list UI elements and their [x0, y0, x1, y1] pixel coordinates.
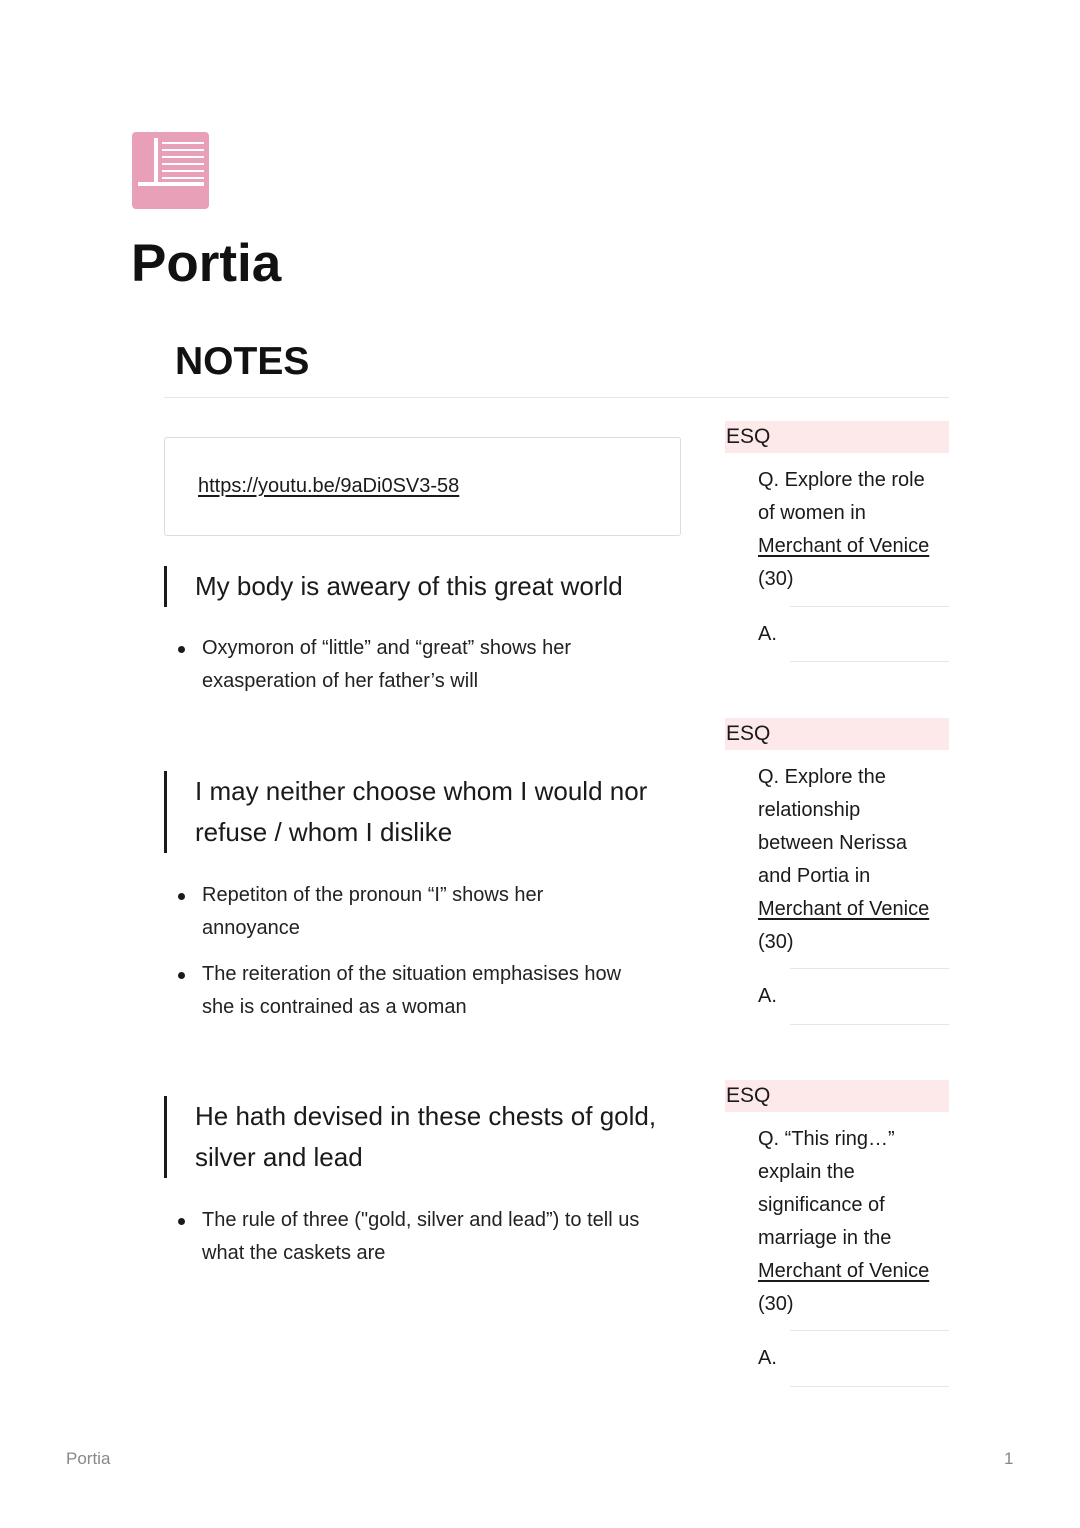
bullet-line: Oxymoron of “little” and “great” shows her — [202, 637, 572, 659]
question-line: Q. Explore the role — [758, 469, 925, 491]
esq-header: ESQ — [725, 421, 949, 453]
divider — [790, 968, 949, 969]
video-link[interactable]: https://youtu.be/9aDi0SV3-58 — [198, 475, 460, 497]
answer-field[interactable] — [790, 661, 949, 662]
bullet-line: The reiteration of the situation emphasises how — [202, 963, 622, 985]
quote-block — [164, 1096, 656, 1178]
divider — [790, 606, 949, 607]
text-title-link[interactable]: Merchant of Venice — [758, 898, 930, 920]
page-title: Portia — [131, 234, 282, 293]
marks-label: (30) — [758, 568, 794, 590]
bullet-list — [202, 632, 571, 711]
answer-label: A. — [758, 1347, 777, 1369]
bullet-item — [202, 1204, 639, 1270]
bullet-list — [202, 1204, 639, 1283]
question-line: Q. Explore the — [758, 766, 886, 788]
question-line: explain the — [758, 1161, 855, 1183]
divider — [790, 1330, 949, 1331]
bullet-line: The rule of three ("gold, silver and lead”) to tell us — [202, 1209, 640, 1231]
text-title-link[interactable]: Merchant of Venice — [758, 535, 930, 557]
answer-label: A. — [758, 623, 777, 645]
quote-line: I may neither choose whom I would nor — [195, 776, 648, 806]
question-line: significance of — [758, 1194, 885, 1216]
text-title-link[interactable]: Merchant of Venice — [758, 1260, 930, 1282]
esq-question — [758, 464, 953, 596]
question-line: relationship — [758, 799, 861, 821]
page-number: 1 — [1004, 1449, 1014, 1468]
esq-header: ESQ — [725, 1080, 949, 1112]
notebook-icon — [132, 132, 209, 209]
bullet-item — [202, 879, 621, 945]
footer-title: Portia — [66, 1449, 111, 1468]
video-link-box — [164, 437, 681, 536]
answer-label: A. — [758, 985, 777, 1007]
question-line: of women in — [758, 502, 866, 524]
question-line: marriage in the — [758, 1227, 892, 1249]
quote-line: My body is aweary of this great world — [195, 571, 623, 601]
quote-line: He hath devised in these chests of gold, — [195, 1101, 657, 1131]
answer-field[interactable] — [790, 1024, 949, 1025]
question-line: and Portia in — [758, 865, 871, 887]
bullet-list — [202, 879, 621, 1037]
esq-question — [758, 1123, 953, 1321]
bullet-line: annoyance — [202, 917, 300, 939]
bullet-line: Repetiton of the pronoun “I” shows her — [202, 884, 544, 906]
question-line: between Nerissa — [758, 832, 907, 854]
esq-question — [758, 761, 953, 959]
bullet-item — [202, 632, 571, 698]
quote-line: silver and lead — [195, 1142, 363, 1172]
quote-line: refuse / whom I dislike — [195, 817, 453, 847]
marks-label: (30) — [758, 931, 794, 953]
quote-block — [164, 771, 647, 853]
bullet-line: what the caskets are — [202, 1242, 386, 1264]
quote-block — [164, 566, 623, 607]
notes-heading: NOTES — [175, 340, 310, 383]
question-line: Q. “This ring…” — [758, 1128, 895, 1150]
answer-field[interactable] — [790, 1386, 949, 1387]
section-divider — [164, 397, 949, 398]
marks-label: (30) — [758, 1293, 794, 1315]
bullet-line: she is contrained as a woman — [202, 996, 467, 1018]
esq-header: ESQ — [725, 718, 949, 750]
bullet-line: exasperation of her father’s will — [202, 670, 479, 692]
bullet-item — [202, 958, 621, 1024]
